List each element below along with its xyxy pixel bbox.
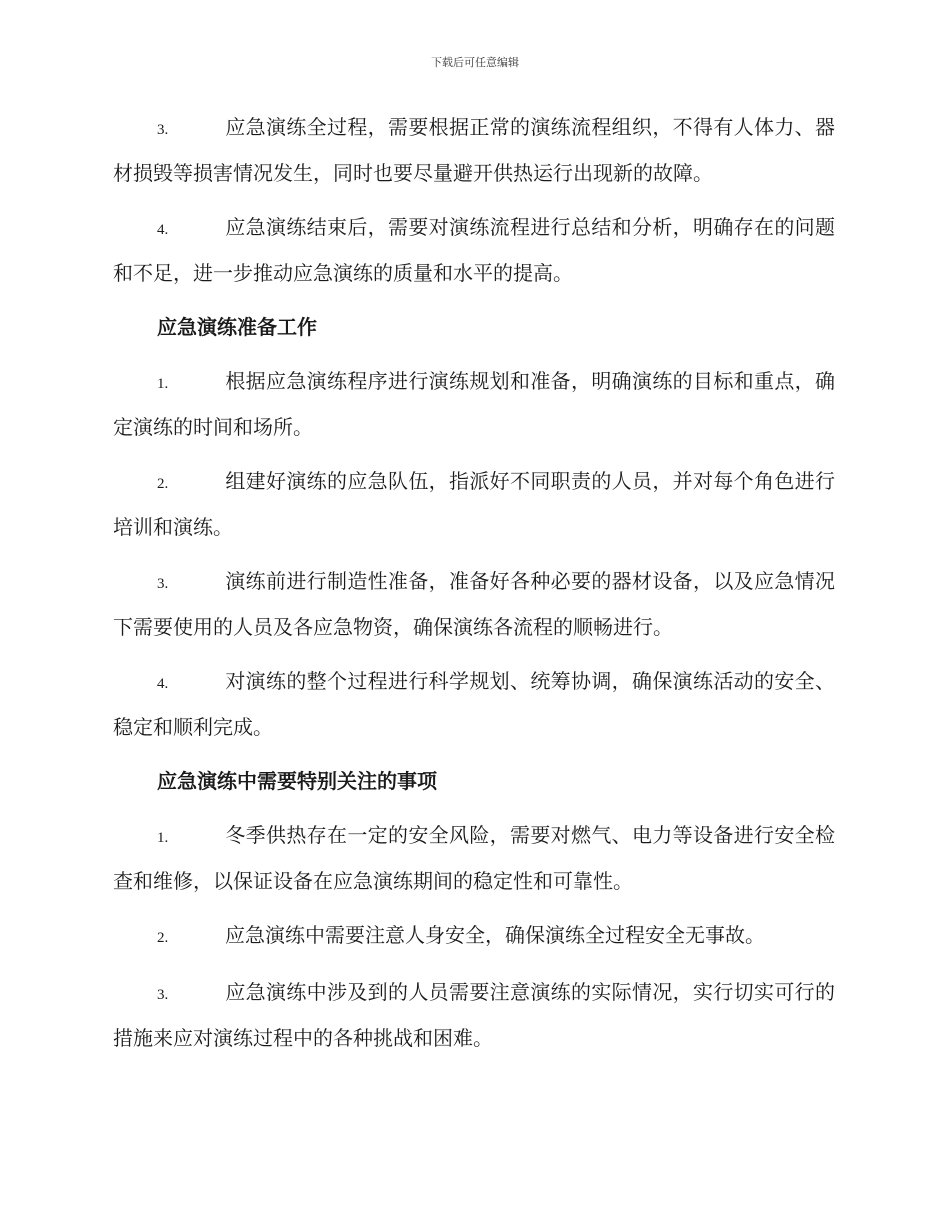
section-heading: 应急演练中需要特别关注的事项 [157, 769, 437, 793]
item-text: 应急演练中涉及到的人员需要注意演练的实际情况，实行切实可行的措施来应对演练过程中的各种挑战和困难。 [113, 980, 835, 1050]
item-text: 组建好演练的应急队伍，指派好不同职责的人员，并对每个角色进行培训和演练。 [113, 469, 835, 539]
list-item [113, 106, 835, 195]
list-item [113, 914, 835, 960]
list-item [113, 560, 835, 649]
item-number: 1. [157, 830, 169, 846]
item-text: 演练前进行制造性准备，准备好各种必要的器材设备，以及应急情况下需要使用的人员及各应急物资，确保演练各流程的顺畅进行。 [113, 569, 835, 639]
item-text: 对演练的整个过程进行科学规划、统筹协调，确保演练活动的安全、稳定和顺利完成。 [113, 669, 835, 739]
item-number: 3. [157, 122, 169, 138]
item-number: 4. [157, 676, 169, 692]
item-text: 应急演练全过程，需要根据正常的演练流程组织，不得有人体力、器材损毁等损害情况发生，同时也要尽量避开供热运行出现新的故障。 [113, 115, 835, 185]
page-header: 下载后可任意编辑 [431, 56, 519, 69]
item-text: 根据应急演练程序进行演练规划和准备，明确演练的目标和重点，确定演练的时间和场所。 [113, 369, 835, 439]
item-number: 2. [157, 930, 169, 946]
list-item [113, 971, 835, 1060]
item-text: 应急演练中需要注意人身安全，确保演练全过程安全无事故。 [225, 923, 765, 947]
item-number: 4. [157, 222, 169, 238]
list-item [113, 660, 835, 749]
list-item [113, 460, 835, 549]
list-item [113, 360, 835, 449]
item-text: 应急演练结束后，需要对演练流程进行总结和分析，明确存在的问题和不足，进一步推动应急演练的质量和水平的提高。 [113, 215, 835, 285]
list-item [113, 206, 835, 295]
item-number: 1. [157, 376, 169, 392]
item-text: 冬季供热存在一定的安全风险，需要对燃气、电力等设备进行安全检查和维修，以保证设备在应急演练期间的稳定性和可靠性。 [113, 823, 835, 893]
item-number: 2. [157, 476, 169, 492]
item-number: 3. [157, 987, 169, 1003]
document-body [113, 106, 835, 1071]
section-heading: 应急演练准备工作 [157, 315, 317, 339]
item-number: 3. [157, 576, 169, 592]
list-item [113, 814, 835, 903]
